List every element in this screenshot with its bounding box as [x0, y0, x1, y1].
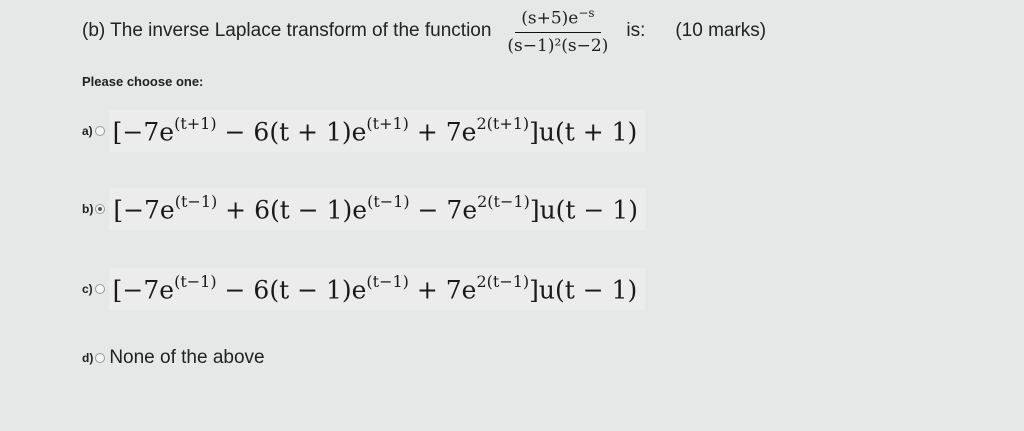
- option-d-label: None of the above: [109, 347, 265, 368]
- option-a[interactable]: [82, 110, 645, 152]
- question-text: [82, 6, 766, 56]
- option-a-radio[interactable]: [95, 126, 105, 136]
- option-letter: c): [82, 282, 93, 297]
- option-c-expression: $[-7e^{(t-1)} - 6(t - 1)e^{(t-1)} + 7e^{2(t-1)}]u(t - 1)$: [109, 268, 646, 310]
- option-a-expression: $[-7e^{(t+1)} - 6(t + 1)e^{(t+1)} + 7e^{2(t+1)}]u(t + 1)$: [109, 110, 646, 152]
- option-b-radio[interactable]: [95, 204, 105, 214]
- option-c-radio[interactable]: [95, 284, 105, 294]
- question-suffix: is:: [626, 19, 646, 41]
- question-marks: (10 marks): [675, 19, 767, 41]
- fraction-denominator: (s−1)²(s−2): [507, 35, 609, 56]
- transfer-function-fraction: [503, 6, 612, 56]
- option-letter: d): [82, 351, 94, 365]
- numerator-exponent: −s: [578, 6, 595, 20]
- option-d-radio[interactable]: [95, 353, 105, 363]
- option-c[interactable]: [82, 268, 645, 310]
- fraction-numerator: $(s+5)e^{-s}$: [515, 6, 600, 33]
- option-letter: a): [82, 124, 93, 139]
- choose-prompt: Please choose one:: [82, 74, 204, 89]
- option-letter: b): [82, 202, 94, 217]
- option-b-expression: $[-7e^{(t-1)} + 6(t - 1)e^{(t-1)} - 7e^{2(t-1)}]u(t - 1)$: [109, 188, 646, 230]
- question-intro: (b) The inverse Laplace transform of the function: [82, 19, 492, 41]
- option-d[interactable]: [82, 347, 265, 369]
- option-b[interactable]: [82, 188, 646, 230]
